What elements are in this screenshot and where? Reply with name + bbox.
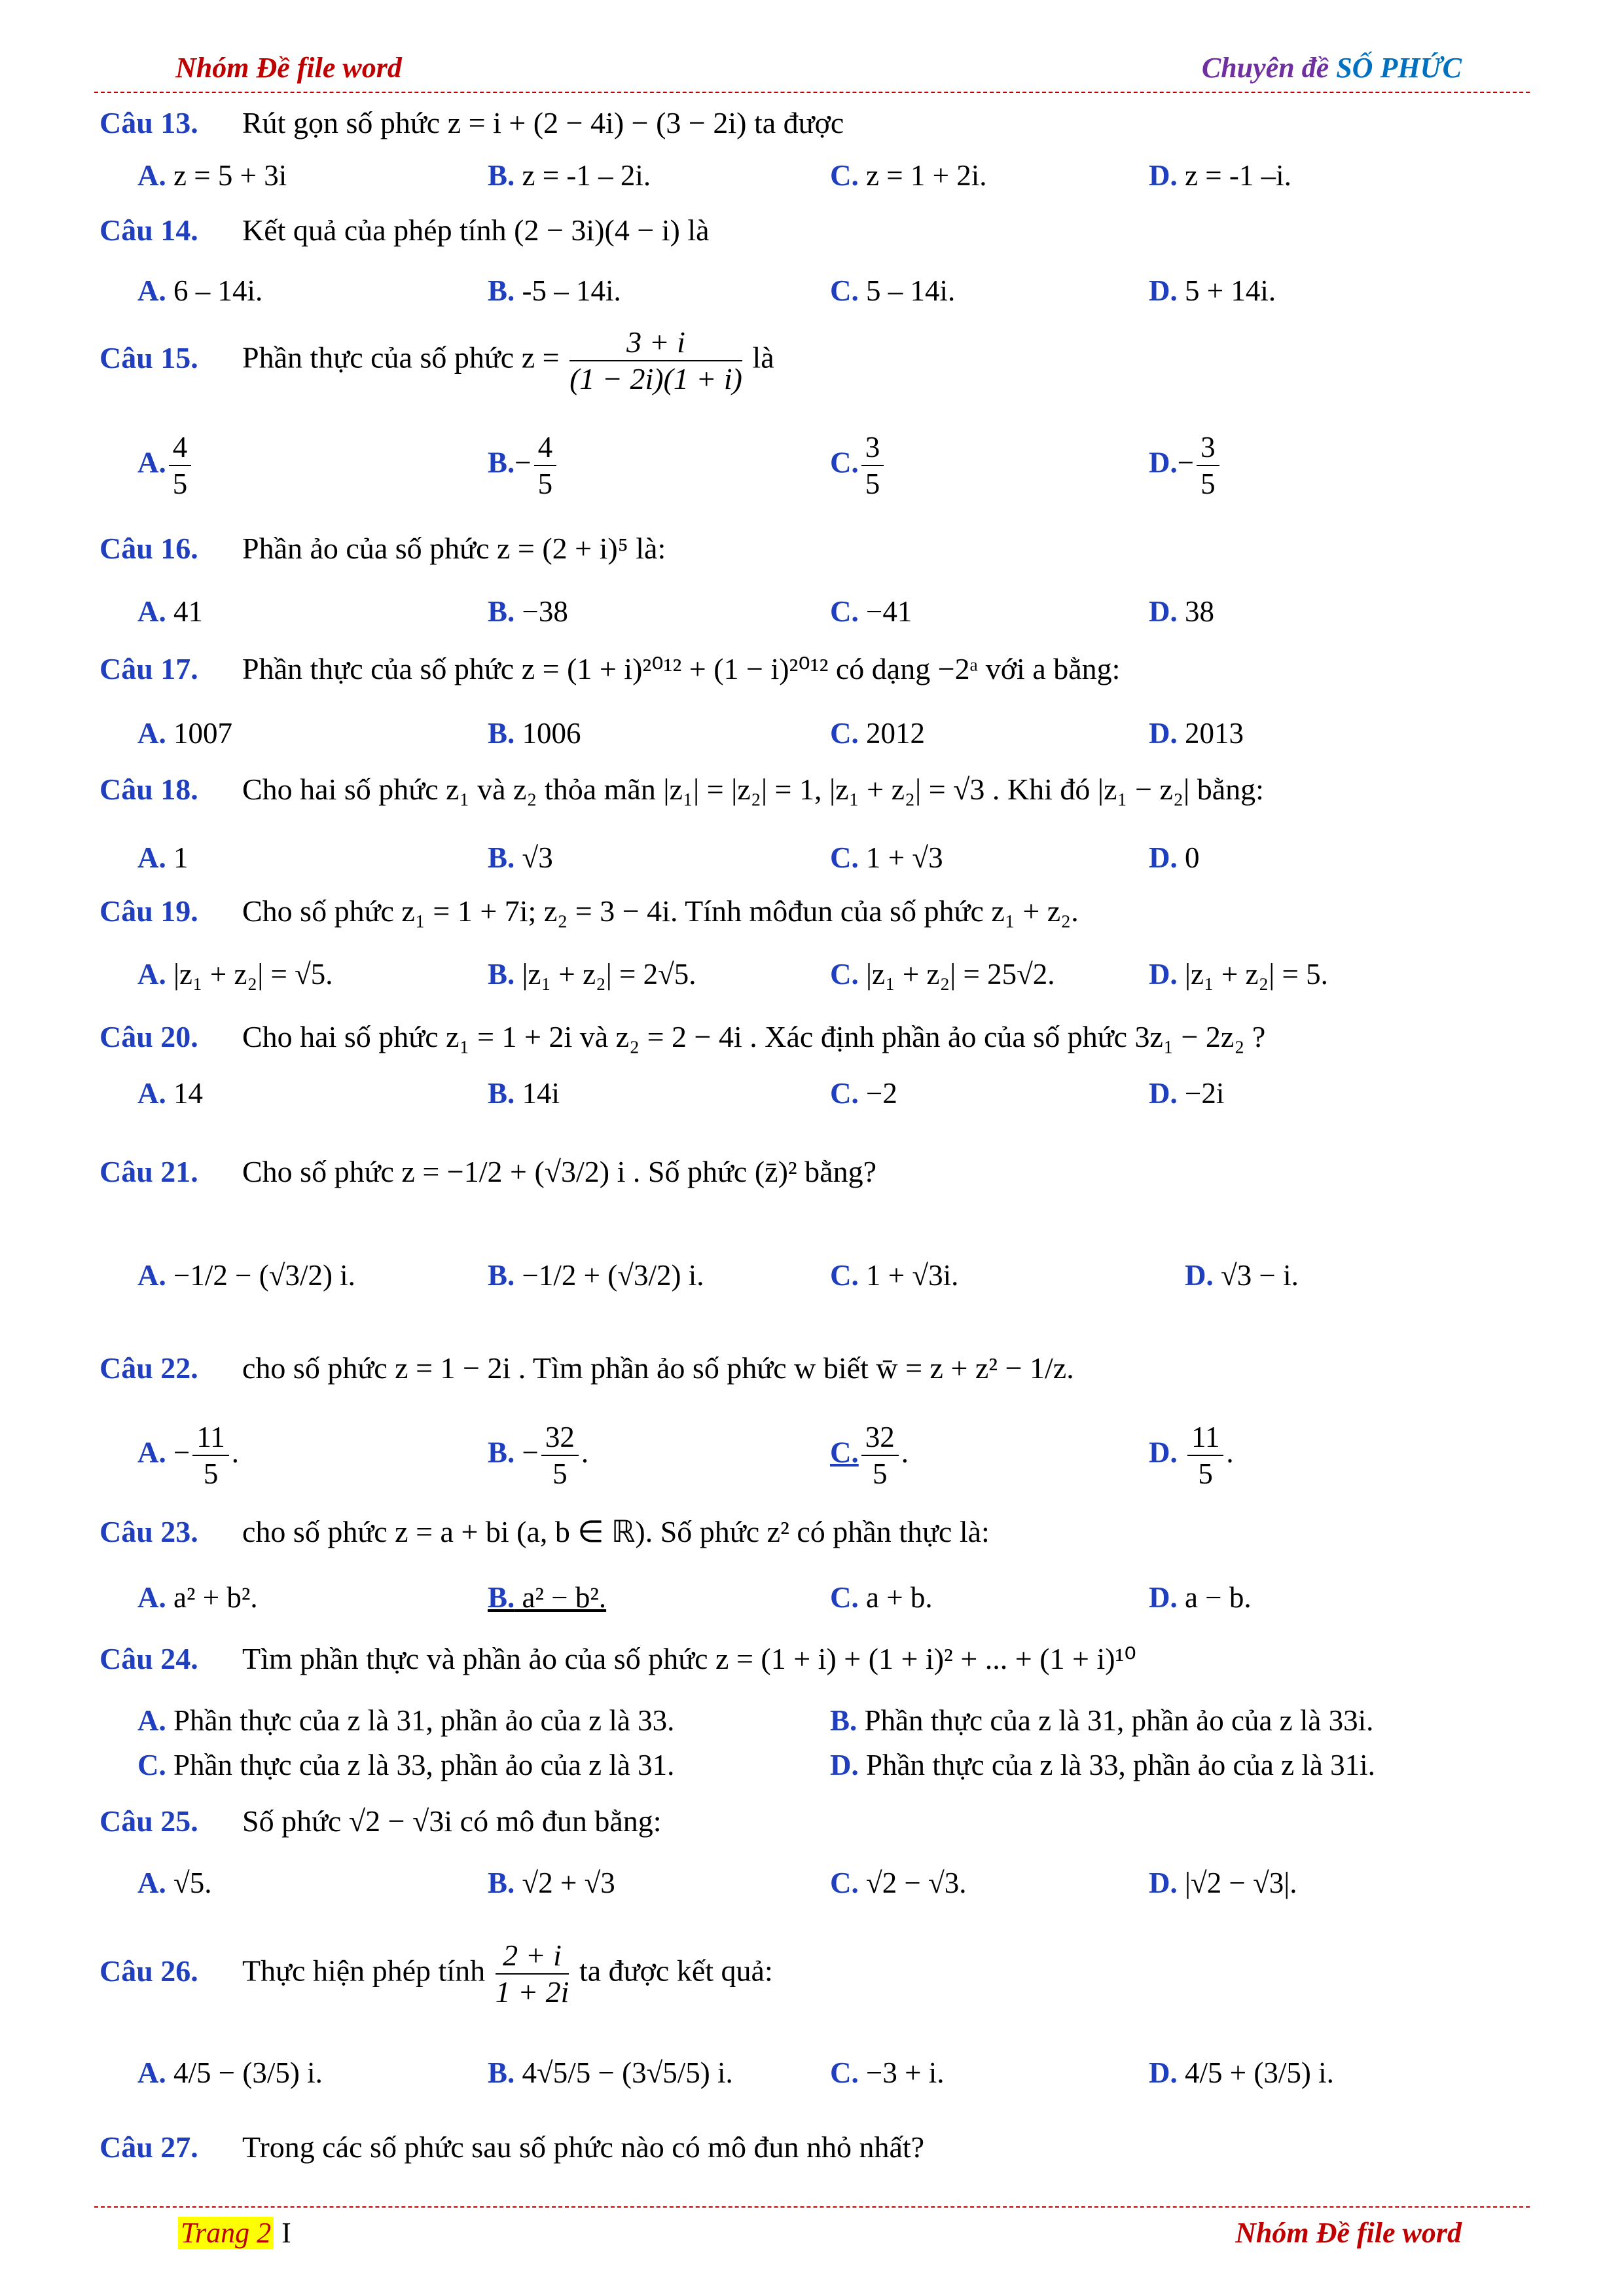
question-text: cho số phức z = a + bi (a, b ∈ ℝ). Số phức z² có phần thực là: xyxy=(242,1515,990,1548)
question-22 xyxy=(99,1349,1526,1388)
footer-page xyxy=(178,2216,291,2250)
option-a[interactable]: A. 41 xyxy=(137,595,203,628)
question-text: Kết quả của phép tính (2 − 3i)(4 − i) là xyxy=(242,213,710,247)
option-d[interactable]: D. 5 + 14i. xyxy=(1149,274,1276,307)
question-21 xyxy=(99,1152,1526,1192)
question-label: Câu 19. xyxy=(99,894,198,928)
option-b[interactable]: B.− $\frac{4}{5}$ xyxy=(488,429,559,501)
question-text: cho số phức z = 1 − 2i . Tìm phần ảo số phức w biết w̄ = z + z² − 1/z. xyxy=(242,1351,1074,1385)
question-label: Câu 17. xyxy=(99,652,198,685)
question-label: Câu 22. xyxy=(99,1351,198,1385)
question-25 xyxy=(99,1802,1526,1841)
question-text: Phần thực của số phức z = (1 + i)²⁰¹² + (1 − i)²⁰¹² có dạng −2ᵃ với a bằng: xyxy=(242,652,1121,685)
question-label: Câu 20. xyxy=(99,1020,198,1053)
option-b[interactable]: B. −1/2 + (√3/2) i. xyxy=(488,1259,704,1292)
option-d[interactable]: D.− $\frac{3}{5}$ xyxy=(1149,429,1222,501)
option-b[interactable]: B. a² − b². xyxy=(488,1581,607,1614)
footer-divider xyxy=(94,2206,1530,2208)
option-d[interactable]: D. a − b. xyxy=(1149,1581,1252,1614)
option-a[interactable]: A. 14 xyxy=(137,1077,203,1110)
option-b[interactable]: B. z = -1 – 2i. xyxy=(488,159,651,192)
option-d[interactable]: D. 38 xyxy=(1149,595,1214,628)
header-divider xyxy=(94,92,1530,93)
question-label: Câu 27. xyxy=(99,2130,198,2164)
option-b[interactable]: B. √3 xyxy=(488,841,553,874)
denominator: 1 + 2i xyxy=(495,1975,569,2009)
fraction xyxy=(496,1938,569,2010)
option-c[interactable]: C. 5 – 14i. xyxy=(830,274,956,307)
question-label: Câu 24. xyxy=(99,1642,198,1675)
options-15 xyxy=(137,429,1526,515)
option-c[interactable]: C. −41 xyxy=(830,595,912,628)
option-d[interactable]: D. |z₁ + z₂| = 5. xyxy=(1149,958,1328,991)
numerator: 3 + i xyxy=(569,325,742,361)
question-label: Câu 13. xyxy=(99,106,198,139)
option-b[interactable]: B. 4√5/5 − (3√5/5) i. xyxy=(488,2056,733,2089)
header-topic-prefix: Chuyên đề xyxy=(1201,52,1337,84)
option-a[interactable]: A. √5. xyxy=(137,1867,212,1899)
option-c[interactable]: C. 1 + √3i. xyxy=(830,1259,959,1292)
option-c[interactable]: C. −3 + i. xyxy=(830,2056,945,2089)
option-b[interactable]: B. Phần thực của z là 31, phần ảo của z là 33i. xyxy=(830,1704,1374,1737)
question-label: Câu 15. xyxy=(99,340,198,374)
option-c[interactable]: C. −2 xyxy=(830,1077,897,1110)
option-a[interactable]: A. 1 xyxy=(137,841,189,874)
option-b[interactable]: B. − $\frac{32}{5}$ . xyxy=(488,1421,589,1490)
question-label: Câu 14. xyxy=(99,213,198,247)
option-a[interactable]: A. −1/2 − (√3/2) i. xyxy=(137,1259,355,1292)
option-d[interactable]: D. Phần thực của z là 33, phần ảo của z là 31i. xyxy=(830,1749,1375,1781)
question-24 xyxy=(99,1639,1526,1679)
question-text: Cho số phức z₁ = 1 + 7i; z₂ = 3 − 4i. Tính môđun của số phức z₁ + z₂. xyxy=(242,894,1079,928)
question-text: Số phức √2 − √3i có mô đun bằng: xyxy=(242,1804,662,1838)
option-b[interactable]: B. 1006 xyxy=(488,717,581,750)
footer-group-name: Nhóm Đề file word xyxy=(1235,2217,1462,2249)
option-d[interactable]: D. z = -1 –i. xyxy=(1149,159,1291,192)
question-18 xyxy=(99,770,1526,809)
option-c[interactable]: C. Phần thực của z là 33, phần ảo của z là 31. xyxy=(137,1749,675,1781)
option-d[interactable]: D. 4/5 + (3/5) i. xyxy=(1149,2056,1334,2089)
option-c[interactable]: C. |z₁ + z₂| = 25√2. xyxy=(830,958,1055,991)
question-label: Câu 21. xyxy=(99,1155,198,1188)
question-text: Thực hiện phép tính xyxy=(242,1954,486,1988)
question-text: Phần thực của số phức z = xyxy=(242,340,560,374)
option-c[interactable]: C. √2 − √3. xyxy=(830,1867,967,1899)
option-b[interactable]: B. |z₁ + z₂| = 2√5. xyxy=(488,958,696,991)
question-26 xyxy=(99,1938,1526,2010)
option-b[interactable]: B. -5 – 14i. xyxy=(488,274,621,307)
option-c[interactable]: C. 1 + √3 xyxy=(830,841,943,874)
question-label: Câu 25. xyxy=(99,1804,198,1838)
question-text: Tìm phần thực và phần ảo của số phức z = (1 + i) + (1 + i)² + ... + (1 + i)¹⁰ xyxy=(242,1642,1136,1675)
option-d[interactable]: D. √3 − i. xyxy=(1185,1259,1299,1292)
option-b[interactable]: B. √2 + √3 xyxy=(488,1867,615,1899)
option-a[interactable]: A. 6 – 14i. xyxy=(137,274,263,307)
question-text: Cho hai số phức z₁ và z₂ thỏa mãn |z₁| = |z₂| = 1, |z₁ + z₂| = √3 . Khi đó |z₁ − z₂| bằng: xyxy=(242,773,1264,806)
option-c[interactable]: C. $\frac{3}{5}$ xyxy=(830,429,886,501)
option-a[interactable]: A. $\frac{4}{5}$ xyxy=(137,429,194,501)
option-c[interactable]: C. 2012 xyxy=(830,717,925,750)
option-c[interactable]: C. z = 1 + 2i. xyxy=(830,159,987,192)
numerator: 2 + i xyxy=(496,1938,569,1975)
denominator: (1 − 2i)(1 + i) xyxy=(569,362,742,395)
question-label: Câu 23. xyxy=(99,1515,198,1548)
option-d[interactable]: D. 2013 xyxy=(1149,717,1244,750)
page-number: Trang 2 xyxy=(178,2217,274,2249)
option-b[interactable]: B. −38 xyxy=(488,595,568,628)
option-b[interactable]: B. 14i xyxy=(488,1077,560,1110)
option-a[interactable]: A. |z₁ + z₂| = √5. xyxy=(137,958,333,991)
question-label: Câu 16. xyxy=(99,532,198,565)
question-text: Cho số phức z = −1/2 + (√3/2) i . Số phức (z̄)² bằng? xyxy=(242,1155,877,1188)
option-d[interactable]: D. 0 xyxy=(1149,841,1200,874)
option-a[interactable]: A. z = 5 + 3i xyxy=(137,159,287,192)
option-a[interactable]: A. 4/5 − (3/5) i. xyxy=(137,2056,323,2089)
option-a[interactable]: A. Phần thực của z là 31, phần ảo của z là 33. xyxy=(137,1704,675,1737)
question-text-after: ta được kết quả: xyxy=(579,1954,773,1988)
options-22 xyxy=(137,1419,1526,1504)
question-label: Câu 18. xyxy=(99,773,198,806)
question-19 xyxy=(99,892,1526,931)
question-16 xyxy=(99,529,1526,568)
question-text: Rút gọn số phức z = i + (2 − 4i) − (3 − 2i) ta được xyxy=(242,106,844,139)
option-a[interactable]: A. 1007 xyxy=(137,717,232,750)
question-label: Câu 26. xyxy=(99,1954,198,1988)
header-group-name: Nhóm Đề file word xyxy=(175,52,402,84)
question-text: Cho hai số phức z₁ = 1 + 2i và z₂ = 2 − 4i . Xác định phần ảo của số phức 3z₁ − 2z₂ ? xyxy=(242,1020,1266,1053)
option-a[interactable]: A. − $\frac{11}{5}$ . xyxy=(137,1421,239,1490)
option-c[interactable]: C. $\frac{32}{5}$ . xyxy=(830,1421,909,1490)
footer-separator: I xyxy=(281,2217,291,2249)
question-17 xyxy=(99,649,1526,689)
question-text: Phần ảo của số phức z = (2 + i)⁵ là: xyxy=(242,532,666,565)
question-text: Trong các số phức sau số phức nào có mô đun nhỏ nhất? xyxy=(242,2130,925,2164)
option-c[interactable]: C. a + b. xyxy=(830,1581,933,1614)
option-d[interactable]: D. $\frac{11}{5}$ . xyxy=(1149,1421,1234,1490)
header-topic xyxy=(1202,51,1462,84)
question-text-after: là xyxy=(752,340,774,374)
fraction xyxy=(569,325,742,397)
question-27 xyxy=(99,2128,1526,2167)
question-20 xyxy=(99,1017,1526,1057)
header-topic-accent: SỐ PHỨC xyxy=(1336,52,1462,84)
option-d[interactable]: D. |√2 − √3|. xyxy=(1149,1867,1297,1899)
option-d[interactable]: D. −2i xyxy=(1149,1077,1225,1110)
option-a[interactable]: A. a² + b². xyxy=(137,1581,258,1614)
question-15 xyxy=(99,325,1526,397)
question-13 xyxy=(99,103,1526,143)
question-23 xyxy=(99,1512,1526,1552)
question-14 xyxy=(99,211,1526,250)
